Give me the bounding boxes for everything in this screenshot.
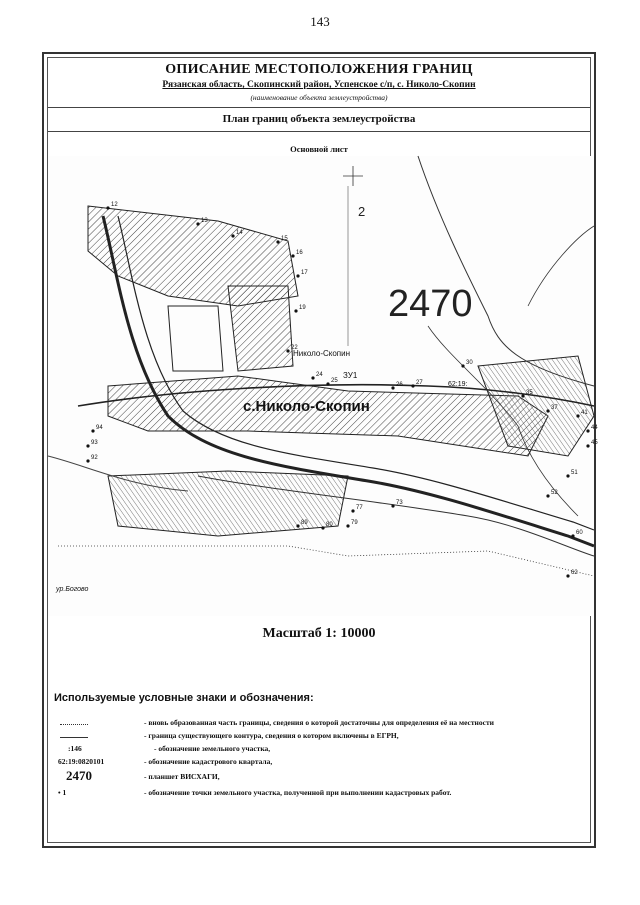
boundary-point-marker xyxy=(86,444,89,447)
boundary-point-label: 41 xyxy=(581,410,588,416)
boundary-point-marker xyxy=(346,524,349,527)
legend-item: 62:19:0820101 - обозначение кадастрового квартала, xyxy=(58,757,273,766)
boundary-point-marker xyxy=(196,222,199,225)
boundary-point-marker xyxy=(546,409,549,412)
legend-title: Используемые условные знаки и обозначения: xyxy=(54,692,314,704)
boundary-point-label: 80 xyxy=(326,522,333,528)
boundary-point-label: 22 xyxy=(291,345,298,351)
location-subtitle: Рязанская область, Скопинский район, Успенское с/п, с. Николо-Скопин xyxy=(162,80,476,90)
boundary-point-marker xyxy=(296,274,299,277)
boundary-point-marker xyxy=(294,309,297,312)
boundary-point-label: 15 xyxy=(281,236,288,242)
boundary-point-label: 73 xyxy=(396,500,403,506)
boundary-point-marker xyxy=(461,364,464,367)
boundary-point-label: 19 xyxy=(299,305,306,311)
plate-number-label: 2470 xyxy=(388,283,473,325)
boundary-point-label: 93 xyxy=(91,440,98,446)
boundary-point-label: 35 xyxy=(526,390,533,396)
boundary-point-label: 89 xyxy=(301,520,308,526)
boundary-point-label: 94 xyxy=(96,425,103,431)
boundary-point-marker xyxy=(231,234,234,237)
boundary-point-label: 45 xyxy=(591,440,598,446)
legend-item: • 1 - обозначение точки земельного участка, полученной при выполнении кадастровых работ. xyxy=(58,788,452,797)
boundary-point-marker xyxy=(566,474,569,477)
object-note: (наименование объекта землеустройства) xyxy=(250,93,388,102)
village-small-label: Николо-Скопин xyxy=(293,349,351,358)
boundary-point-label: 37 xyxy=(551,405,558,411)
boundary-point-marker xyxy=(276,240,279,243)
divider xyxy=(48,131,590,132)
boundary-point-label: 27 xyxy=(416,380,423,386)
boundary-point-label: 13 xyxy=(201,218,208,224)
sheet-label: Основной лист xyxy=(290,144,348,154)
legend-item: :146 - обозначение земельного участка, xyxy=(68,744,271,753)
boundary-point-label: 60 xyxy=(576,530,583,536)
boundary-point-marker xyxy=(391,386,394,389)
document-title: ОПИСАНИЕ МЕСТОПОЛОЖЕНИЯ ГРАНИЦ xyxy=(165,62,473,77)
document-frame xyxy=(42,52,596,848)
boundary-point-label: 44 xyxy=(591,425,598,431)
boundary-point-marker xyxy=(326,382,329,385)
boundary-point-marker xyxy=(586,429,589,432)
boundary-point-marker xyxy=(91,429,94,432)
boundary-point-label: 24 xyxy=(316,372,323,378)
boundary-point-label: 92 xyxy=(91,455,98,461)
boundary-point-label: 25 xyxy=(331,378,338,384)
boundary-point-marker xyxy=(291,254,294,257)
zone-code-label: ЗУ1 xyxy=(343,371,358,380)
boundary-point-marker xyxy=(86,459,89,462)
parcel-area xyxy=(228,286,293,371)
solid-line-symbol xyxy=(60,737,88,738)
boundary-point-marker xyxy=(546,494,549,497)
boundary-point-label: 30 xyxy=(466,360,473,366)
boundary-point-marker xyxy=(521,394,524,397)
quarter-label: 62:19: xyxy=(448,381,468,388)
boundary-point-label: 62 xyxy=(571,570,578,576)
boundary-point-label: 17 xyxy=(301,270,308,276)
boundary-point-marker xyxy=(286,349,289,352)
scale-text: Масштаб 1: 10000 xyxy=(262,626,376,641)
boundary-point-marker xyxy=(351,509,354,512)
page-number: 143 xyxy=(310,14,330,29)
boundary-point-label: 16 xyxy=(296,250,303,256)
locality-label: ур.Богово xyxy=(56,586,89,593)
document-inner-frame xyxy=(47,57,598,843)
divider xyxy=(48,107,590,108)
legend-item: 2470 - планшет ВИСХАГИ, xyxy=(66,768,220,783)
boundary-point-marker xyxy=(566,574,569,577)
boundary-point-marker xyxy=(571,534,574,537)
boundary-point-label: 52 xyxy=(551,490,558,496)
boundary-point-marker xyxy=(321,526,324,529)
dotted-line-symbol xyxy=(60,724,88,725)
boundary-point-marker xyxy=(391,504,394,507)
boundary-point-label: 77 xyxy=(356,505,363,511)
boundary-point-label: 14 xyxy=(236,230,243,236)
legend-item: - граница существующего контура, сведения о котором включены в ЕГРН, xyxy=(52,731,592,745)
boundary-point-label: 79 xyxy=(351,520,358,526)
parcel-number-label: 2 xyxy=(358,204,366,219)
boundary-point-marker xyxy=(586,444,589,447)
boundary-point-label: 12 xyxy=(111,202,118,208)
plan-title: План границ объекта землеустройства xyxy=(222,113,416,125)
boundary-point-marker xyxy=(311,376,314,379)
boundary-point-marker xyxy=(296,524,299,527)
boundary-point-label: 51 xyxy=(571,470,578,476)
boundary-point-marker xyxy=(576,414,579,417)
boundary-point-label: 26 xyxy=(396,382,403,388)
legend-item: - вновь образованная часть границы, сведения о которой достаточны для определения её на местности xyxy=(52,718,592,732)
boundary-map xyxy=(48,156,598,616)
boundary-point-marker xyxy=(411,384,414,387)
boundary-point-marker xyxy=(106,206,109,209)
village-label: с.Николо-Скопин xyxy=(243,398,370,415)
